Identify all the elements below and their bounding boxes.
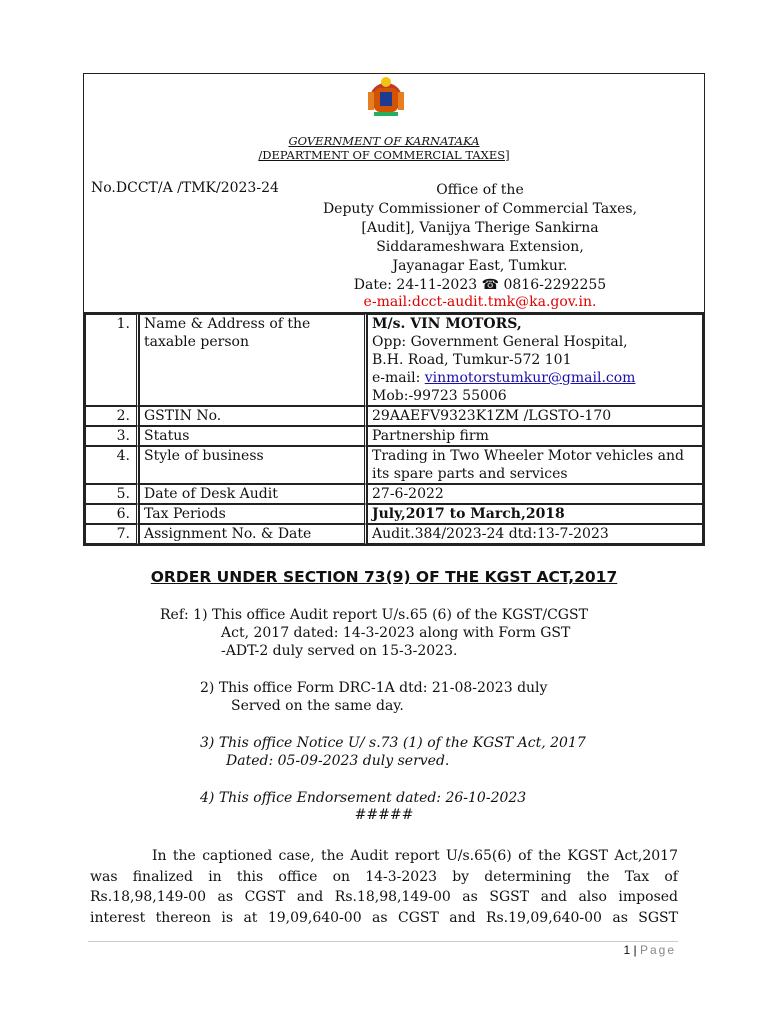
row-number: 5. xyxy=(85,484,139,504)
paragraph-line: interest thereon is at 19,09,640-00 as CGST and Rs.19,09,640-00 as SGST xyxy=(90,909,678,926)
reference-number: No.DCCT/A /TMK/2023-24 xyxy=(91,180,279,196)
table-row xyxy=(85,504,703,524)
row-number: 2. xyxy=(85,406,139,426)
page-word: Page xyxy=(639,943,676,957)
paragraph-line: In the captioned case, the Audit report U/s.65(6) of the KGST Act,2017 xyxy=(152,848,678,864)
address-line: B.H. Road, Tumkur-572 101 xyxy=(372,352,572,368)
email-prefix: e-mail: xyxy=(372,370,425,386)
row-value: Partnership firm xyxy=(367,426,703,446)
row-value: 27-6-2022 xyxy=(367,484,703,504)
row-value: Audit.384/2023-24 dtd:13-7-2023 xyxy=(367,524,703,544)
row-label: Name & Address of the taxable person xyxy=(139,314,367,406)
taxpayer-email-link[interactable]: vinmotorstumkur@gmail.com xyxy=(424,370,636,386)
row-label: Tax Periods xyxy=(139,504,367,524)
table-row xyxy=(85,484,703,504)
office-line-3: [Audit], Vanijya Therige Sankirna xyxy=(361,220,599,236)
row-value: Trading in Two Wheeler Motor vehicles and its spare parts and services xyxy=(367,446,703,484)
row-label: GSTIN No. xyxy=(139,406,367,426)
row-number: 7. xyxy=(85,524,139,544)
footer-divider xyxy=(88,941,678,942)
government-heading: GOVERNMENT OF KARNATAKA xyxy=(288,134,480,148)
taxpayer-name: M/s. VIN MOTORS, xyxy=(372,316,522,332)
reference-2-line-2: Served on the same day. xyxy=(231,698,404,714)
reference-2-line-1: 2) This office Form DRC-1A dtd: 21-08-2023 duly xyxy=(200,680,548,696)
office-email: e-mail:dcct-audit.tmk@ka.gov.in. xyxy=(363,294,597,310)
paragraph-line: Rs.18,98,149-00 as CGST and Rs.18,98,149-00 as SGST and also imposed xyxy=(90,889,678,905)
reference-1-line-3: -ADT-2 duly served on 15-3-2023. xyxy=(221,643,458,659)
separator-hashes: ##### xyxy=(354,807,414,823)
table-row xyxy=(85,426,703,446)
office-line-2: Deputy Commissioner of Commercial Taxes, xyxy=(322,201,638,217)
table-row xyxy=(85,406,703,426)
row-value: July,2017 to March,2018 xyxy=(367,504,703,524)
row-label: Style of business xyxy=(139,446,367,484)
body-paragraph xyxy=(90,846,678,928)
reference-3-line-2: Dated: 05-09-2023 duly served. xyxy=(226,753,450,769)
office-line-4: Siddarameshwara Extension, xyxy=(376,239,584,255)
office-line-1: Office of the xyxy=(436,182,524,198)
row-number: 1. xyxy=(85,314,139,406)
page-footer xyxy=(623,943,676,957)
table-row xyxy=(85,524,703,544)
taxpayer-details-table xyxy=(83,312,705,546)
page-number: 1 xyxy=(623,943,631,957)
table-row xyxy=(85,446,703,484)
reference-3-line-1: 3) This office Notice U/ s.73 (1) of the KGST Act, 2017 xyxy=(200,735,586,751)
row-number: 6. xyxy=(85,504,139,524)
table-row xyxy=(85,314,703,406)
karnataka-emblem-icon xyxy=(360,74,412,118)
department-heading: /DEPARTMENT OF COMMERCIAL TAXES] xyxy=(258,148,510,162)
taxpayer-email-line xyxy=(372,369,698,387)
row-value-address xyxy=(367,314,703,406)
reference-1-line-1: Ref: 1) This office Audit report U/s.65 (6) of the KGST/CGST xyxy=(160,607,588,623)
row-label: Assignment No. & Date xyxy=(139,524,367,544)
footer-separator: | xyxy=(630,943,640,957)
row-number: 4. xyxy=(85,446,139,484)
reference-4: 4) This office Endorsement dated: 26-10-2023 xyxy=(200,790,527,806)
address-line: Opp: Government General Hospital, xyxy=(372,334,628,350)
reference-1-line-2: Act, 2017 dated: 14-3-2023 along with Form GST xyxy=(221,625,571,641)
row-label: Status xyxy=(139,426,367,446)
office-line-5: Jayanagar East, Tumkur. xyxy=(392,258,568,274)
row-number: 3. xyxy=(85,426,139,446)
row-value: 29AAEFV9323K1ZM /LGSTO-170 xyxy=(367,406,703,426)
paragraph-line: was finalized in this office on 14-3-2023 by determining the Tax of xyxy=(90,868,678,885)
date-phone-line: Date: 24-11-2023 ☎ 0816-2292255 xyxy=(353,277,607,293)
order-title: ORDER UNDER SECTION 73(9) OF THE KGST ACT,2017 xyxy=(150,568,618,586)
row-label: Date of Desk Audit xyxy=(139,484,367,504)
taxpayer-mobile: Mob:-99723 55006 xyxy=(372,388,507,404)
